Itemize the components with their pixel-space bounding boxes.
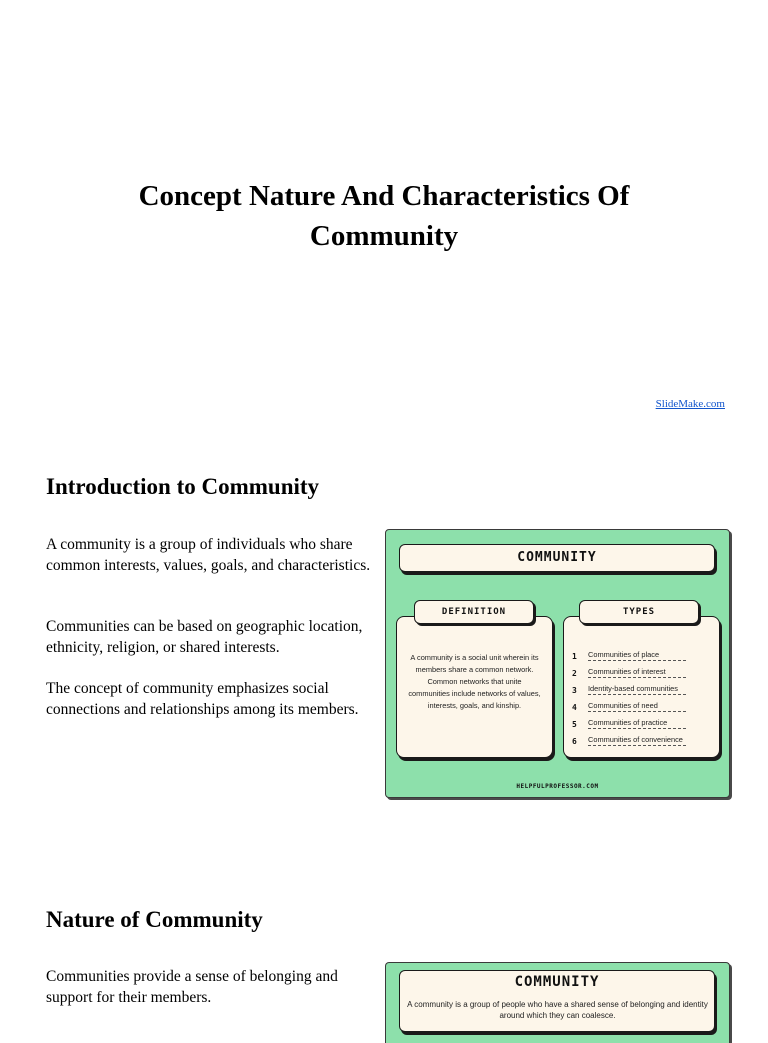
definition-text: A community is a social unit wherein its members share a common network. Common networks that unite communities include networks of values, interests, goals, and kinship. xyxy=(408,653,541,710)
type-number: 1 xyxy=(572,652,577,661)
type-label: Communities of place xyxy=(588,650,686,661)
type-number: 5 xyxy=(572,720,577,729)
definition-panel xyxy=(396,616,553,758)
type-item xyxy=(572,695,709,712)
infographic-footer: HELPFULPROFESSOR.COM xyxy=(516,783,599,790)
type-item xyxy=(572,712,709,729)
section-heading-introduction: Introduction to Community xyxy=(46,474,320,499)
types-tab: TYPES xyxy=(579,600,699,624)
intro-paragraph-3: The concept of community emphasizes social connections and relationships among its members. xyxy=(46,680,359,718)
nature-paragraph-1: Communities provide a sense of belonging and support for their members. xyxy=(46,968,338,1006)
type-label: Identity-based communities xyxy=(588,684,686,695)
infographic-2-definition: A community is a group of people who have a shared sense of belonging and identity around which they can coalesce. xyxy=(407,1000,708,1020)
definition-tab: DEFINITION xyxy=(414,600,534,624)
slidemake-link[interactable]: SlideMake.com xyxy=(655,398,725,410)
intro-paragraph-2: Communities can be based on geographic location, ethnicity, religion, or shared interests. xyxy=(46,618,363,656)
type-number: 6 xyxy=(572,737,577,746)
type-label: Communities of need xyxy=(588,701,686,712)
type-item xyxy=(572,644,709,661)
page-title: Concept Nature And Characteristics Of Community xyxy=(138,180,630,252)
type-number: 2 xyxy=(572,669,577,678)
infographic-title: COMMUNITY xyxy=(399,544,715,572)
type-item xyxy=(572,678,709,695)
intro-paragraph-1: A community is a group of individuals who share common interests, values, goals, and characteristics. xyxy=(46,536,371,574)
type-number: 3 xyxy=(572,686,577,695)
types-list xyxy=(572,644,709,746)
type-item xyxy=(572,729,709,746)
section-heading-nature: Nature of Community xyxy=(46,907,263,932)
types-panel xyxy=(563,616,720,758)
type-label: Communities of interest xyxy=(588,667,686,678)
type-number: 4 xyxy=(572,703,577,712)
community-infographic xyxy=(385,529,730,798)
type-label: Communities of practice xyxy=(588,718,686,729)
community-infographic-2 xyxy=(385,962,730,1043)
infographic-2-title-text: COMMUNITY xyxy=(514,974,600,990)
type-item xyxy=(572,661,709,678)
type-label: Communities of convenience xyxy=(588,735,686,746)
